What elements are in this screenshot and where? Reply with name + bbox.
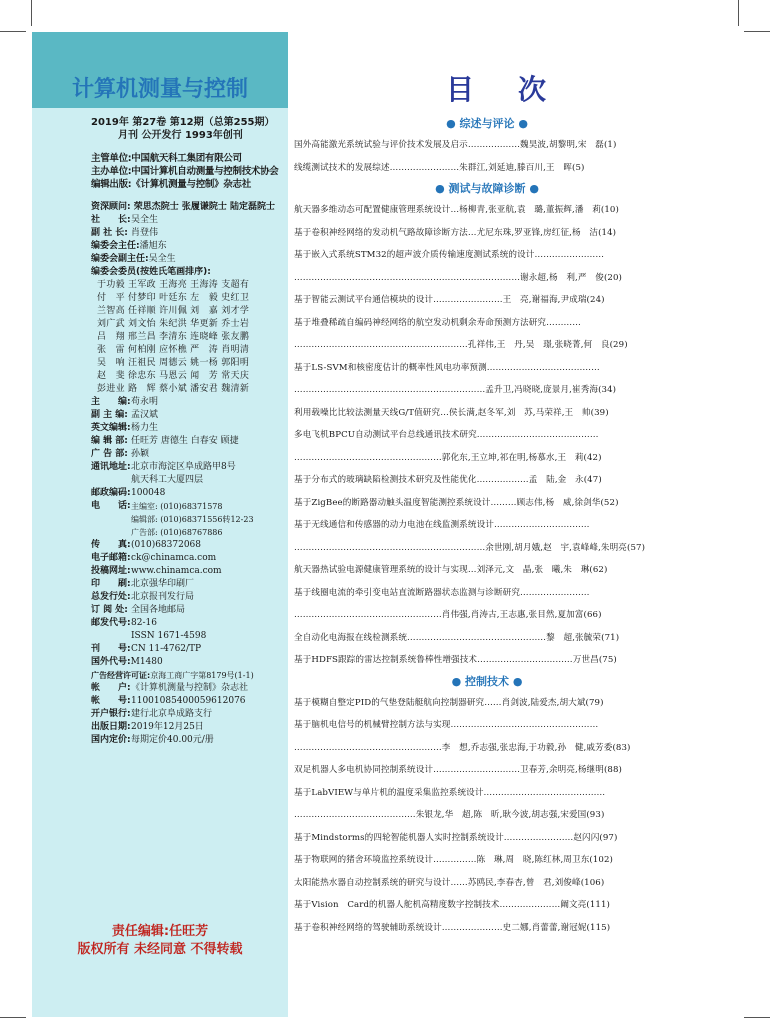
cn: CN 11-4762/TP	[131, 644, 202, 654]
toc-entry[interactable]: 基于Mindstorms的四轮智能机器人实时控制系统设计……………………赵闪闪(97)	[294, 832, 618, 843]
distributor-label: 总发行处:	[91, 592, 131, 602]
toc-entry[interactable]: ……………………………………………肖伟强,肖涛古,王志惠,张目然,夏加富(66)	[294, 610, 602, 620]
phone-edit: 编辑部: (010)68371556转12-23	[131, 515, 254, 524]
website-label: 投稿网址:	[91, 566, 131, 576]
toc-entry[interactable]: 基于HDFS跟踪的雷达控制系统鲁棒性增强技术……………………………万世昌(75)	[294, 655, 617, 665]
toc-entry[interactable]: 基于线圈电流的牵引变电站直流断路器状态监测与诊断研究……………………	[294, 587, 590, 598]
issue-line: 2019年 第27卷 第12期（总第255期）	[91, 117, 275, 128]
toc-entry[interactable]: 基于智能云测试平台通信模块的设计……………………王 亮,谢福海,尹成瑞(24)	[294, 295, 605, 305]
english-editor: 杨力生	[131, 423, 159, 433]
vice-president-label: 副 社 长:	[91, 228, 128, 238]
chair: 潘旭东	[139, 241, 167, 251]
email-label: 电子邮箱:	[91, 553, 131, 563]
editor: 苟永明	[131, 397, 159, 407]
members-row: 吕 翔 邢兰昌 李清东 连晓峰 张友鹏	[97, 332, 250, 342]
table-of-contents	[294, 114, 680, 939]
postcode-label: 邮政编码:	[91, 488, 131, 498]
pub-date: 2019年12月25日	[131, 722, 204, 732]
printer-label: 印 刷:	[91, 579, 131, 589]
toc-entry[interactable]: ……………………………………………………孔祥伟,王 丹,吴 璟,张晓菁,何 良(29)	[294, 340, 628, 350]
toc-entry[interactable]: 基于无线通信和传感器的动力电池在线监测系统设计……………………………	[294, 520, 590, 530]
license: 京海工商广字第8179号(1-1)	[150, 671, 254, 680]
email[interactable]: ck@chinamca.com	[131, 553, 217, 563]
sponsor: 主管单位:中国航天科工集团有限公司	[91, 153, 242, 164]
editor-label: 主 编:	[91, 397, 131, 407]
members-row: 于功毅 王军政 王海亮 王海涛 支超有	[97, 280, 250, 290]
copyright-notice: 版权所有 未经同意 不得转载	[77, 942, 243, 957]
vice-chair: 吴全生	[148, 254, 176, 264]
publisher: 编辑出版:《计算机测量与控制》杂志社	[91, 179, 251, 190]
issn: ISSN 1671-4598	[131, 631, 207, 641]
members-row: 刘广武 刘文怡 朱纪洪 华更新 乔士岩	[97, 319, 250, 329]
toc-entry[interactable]: 多电飞机BPCU自动测试平台总线通讯技术研究……………………………………	[294, 430, 599, 440]
distributor: 北京报刊发行局	[131, 592, 195, 602]
toc-entry[interactable]: ……………………………………………李 想,乔志强,张忠海,于功毅,孙 健,戚芳委(83)	[294, 742, 631, 753]
toc-entry[interactable]: ……………………………………朱银龙,华 超,陈 昕,耿今波,胡志强,宋爱国(93)	[294, 810, 605, 820]
members-list	[91, 279, 291, 396]
toc-title: 目次	[446, 73, 591, 106]
toc-entry[interactable]: 利用载噪比比较法测量天线G/T值研究…侯长满,赵冬军,刘 苏,马荣祥,王 帅(39)	[294, 407, 609, 418]
address-line-2: 航天科工大厦四层	[131, 475, 204, 485]
toc-entry[interactable]: 基于卷积神经网络的发动机气路故障诊断方法…尤尼东珠,罗亚锋,房红征,杨 洁(14)	[294, 227, 617, 238]
president-label: 社 长:	[91, 215, 131, 225]
journal-title: 计算机测量与控制	[71, 77, 248, 102]
toc-entry[interactable]: 航天器多维动态可配置健康管理系统设计…杨柳青,张亚航,袁 璐,董振辉,潘 莉(10)	[294, 205, 619, 215]
toc-entry[interactable]: ……………………………………………郭化东,王立坤,祁在明,杨慕水,王 莉(42)	[294, 452, 602, 463]
crop-mark	[744, 31, 770, 32]
bank: 建行北京阜成路支行	[131, 709, 213, 719]
toc-entry[interactable]: 基于物联网的猪舍环境监控系统设计……………陈 琳,周 晓,陈红林,周卫东(102)	[294, 855, 613, 865]
phone-ad: 广告部: (010)68767886	[131, 528, 223, 537]
crop-mark	[0, 1017, 26, 1018]
toc-entry[interactable]: 基于分布式的玻璃缺陷检测技术研究及性能优化………………孟 陆,金 永(47)	[294, 475, 602, 485]
toc-entry[interactable]: 基于LabVIEW与单片机的温度采集监控系统设计……………………………………	[294, 787, 606, 798]
fax: (010)68372068	[131, 540, 202, 550]
toc-entry[interactable]: …………………………………………………………余世刚,胡月娥,赵 宇,袁峰峰,朱明亮(57)	[294, 542, 646, 553]
crop-mark	[0, 31, 26, 32]
members-label: 编委会委员(按姓氏笔画排序):	[91, 267, 211, 277]
foreign-code: M1480	[130, 657, 163, 667]
postal-code-label: 邮发代号:	[91, 618, 131, 628]
crop-mark	[738, 0, 739, 26]
toc-entry[interactable]: 全自动化电海报在线检测系统…………………………………………黎 超,张毓荣(71)	[294, 632, 620, 643]
website-link[interactable]: www.chinamca.com	[131, 566, 222, 576]
toc-entry[interactable]: 基于脑机电信号的机械臂控制方法与实现……………………………………………	[294, 720, 599, 730]
vice-president: 肖登伟	[131, 228, 159, 238]
price: 每期定价40.00元/册	[131, 735, 214, 745]
crop-mark	[31, 0, 32, 26]
cn-label: 刊 号:	[91, 644, 131, 654]
account-number: 11001085400059612076	[131, 696, 246, 706]
toc-entry[interactable]: 基于卷积神经网络的驾驶辅助系统设计…………………史二娜,肖蕾蕾,谢冠妮(115)	[294, 922, 611, 933]
english-editor-label: 英文编辑:	[91, 423, 131, 433]
toc-entry[interactable]: 基于堆叠稀疏自编码神经网络的航空发动机剩余寿命预测方法研究…………	[294, 317, 581, 328]
edit-dept: 任旺芳 唐德生 白春安 顾捷	[131, 436, 239, 446]
postal-code: 82-16	[131, 618, 157, 628]
toc-entry[interactable]: ……………………………………………………………………谢永超,杨 利,严 俊(20)	[294, 272, 622, 283]
ad-dept: 孙颖	[131, 449, 150, 459]
members-row: 吴 响 汪祖民 周德云 姚一杨 郭阳明	[97, 358, 250, 368]
fax-label: 传 真:	[91, 540, 131, 550]
members-row: 彭进业 路 辉 蔡小斌 潘安君 魏清新	[97, 384, 250, 394]
members-row: 赵 斐 徐忠东 马恩云 闻 芳 常天庆	[97, 371, 250, 381]
edit-dept-label: 编 辑 部:	[91, 436, 128, 446]
vice-chair-label: 编委会副主任:	[91, 254, 149, 264]
responsible-editor: 责任编辑:任旺芳	[111, 924, 209, 939]
toc-entry[interactable]: 双足机器人多电机协同控制系统设计…………………………卫春芳,余明亮,杨继明(88)	[294, 765, 622, 775]
toc-entry[interactable]: 国外高能激光系统试验与评价技术发展及启示………………魏昊波,胡黎明,宋 磊(1)	[294, 140, 617, 150]
crop-mark	[744, 1017, 770, 1018]
toc-entry[interactable]: 航天器热试验电源健康管理系统的设计与实现…刘泽元,文 晶,张 曦,朱 琳(62)	[294, 565, 608, 575]
ad-dept-label: 广 告 部:	[91, 449, 128, 459]
organizer: 主办单位:中国计算机自动测量与控制技术协会	[91, 166, 279, 177]
printer: 北京强华印刷厂	[131, 579, 195, 589]
president: 吴全生	[131, 215, 159, 225]
address-line-1: 北京市海淀区阜成路甲8号	[131, 462, 236, 472]
chair-label: 编委会主任:	[91, 241, 140, 251]
toc-section-heading: ● 测试与故障诊断 ●	[435, 182, 539, 195]
pub-date-label: 出版日期:	[91, 722, 131, 732]
toc-entry[interactable]: 基于嵌入式系统STM32的超声波介质传输速度测试系统的设计……………………	[294, 250, 605, 260]
price-label: 国内定价:	[91, 735, 131, 745]
account: 《计算机测量与控制》杂志社	[131, 683, 249, 693]
deputy-editor-label: 副 主 编:	[91, 410, 128, 420]
toc-entry[interactable]: 基于ZigBee的断路器动触头温度智能测控系统设计………顾志伟,杨 威,徐剑华(52)	[294, 497, 619, 508]
toc-entry[interactable]: 太阳能热水器自动控制系统的研究与设计……苏鸥民,李春杏,曾 君,刘俊峰(106)	[294, 877, 605, 888]
postcode: 100048	[131, 488, 166, 498]
toc-entry[interactable]: 基于Vision Card的机器人舵机高精度数字控制技术…………………阚文亮(111)	[294, 900, 611, 910]
subscription: 全国各地邮局	[131, 605, 186, 615]
subscription-label: 订 阅 处:	[91, 605, 128, 615]
foreign-code-label: 国外代号:	[91, 657, 131, 667]
masthead-info	[91, 116, 291, 747]
toc-entry[interactable]: …………………………………………………………孟升卫,冯晓晓,庞景月,崔秀海(34)	[294, 385, 617, 395]
toc-entry[interactable]: 基于LS-SVM和核密度估计的概率性风电功率预测…………………………………	[294, 362, 600, 373]
members-row: 兰智高 任祥顺 许川佩 刘 嘉 刘才学	[97, 306, 250, 316]
bank-label: 开户银行:	[91, 709, 131, 719]
members-row: 付 平 付梦印 叶廷东 左 毅 史红卫	[97, 293, 250, 303]
members-row: 张 雷 何柏刚 应怀樵 严 涛 肖明清	[97, 345, 250, 355]
address-label: 通讯地址:	[91, 462, 131, 472]
toc-section-heading: ● 综述与评论 ●	[446, 117, 528, 130]
deputy-editor: 孟汉斌	[131, 410, 159, 420]
phone-main: 主编室: (010)68371578	[131, 502, 223, 511]
phone-label: 电 话:	[91, 501, 131, 511]
license-label: 广告经营许可证:	[91, 671, 151, 680]
frequency-line: 月刊 公开发行 1993年创刊	[118, 130, 243, 141]
toc-entry[interactable]: 基于模糊自整定PID的气垫登陆艇航向控制器研究……肖剑波,陆爱杰,胡大斌(79)	[294, 697, 604, 708]
advisors: 资深顾问: 荣思杰院士 张履谦院士 陆定磊院士	[91, 202, 276, 212]
account-label: 帐 户:	[91, 683, 131, 693]
toc-entry[interactable]: 线缆测试技术的发展综述……………………朱群江,刘延迪,滕百川,王 晖(5)	[294, 162, 585, 173]
toc-section-heading: ● 控制技术 ●	[451, 674, 523, 688]
account-number-label: 帐 号:	[91, 696, 131, 706]
